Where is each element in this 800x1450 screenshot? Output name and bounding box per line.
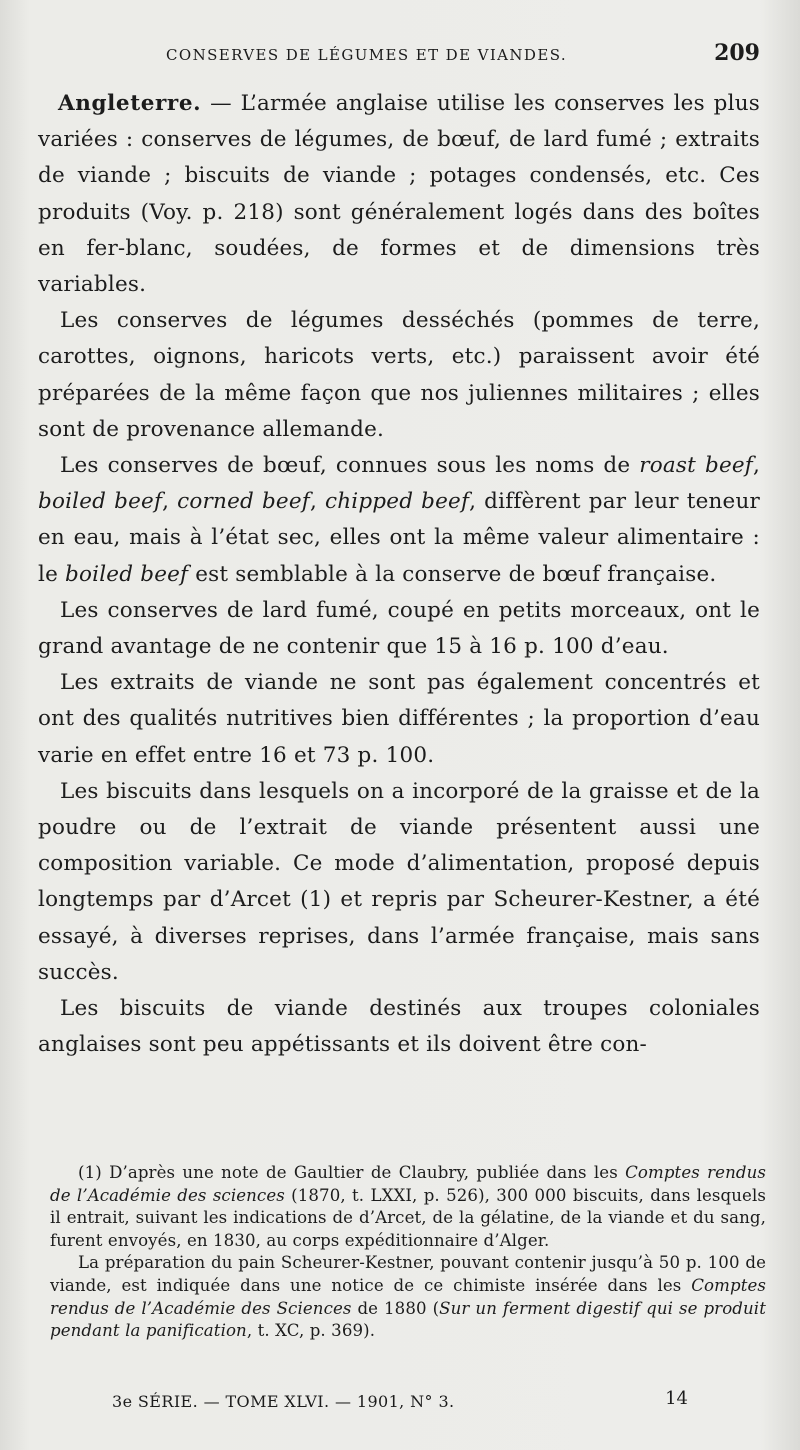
paragraph-legumes: Les conserves de légumes desséchés (pommes de terre, carottes, oignons, haricots verts, etc.) paraissent avoir été préparées de la même façon que nos juliennes militaires ; elles sont de provenance allemande.	[38, 308, 760, 442]
footnote-2	[50, 1252, 766, 1342]
running-title: CONSERVES DE LÉGUMES ET DE VIANDES.	[166, 46, 568, 64]
footnotes	[50, 1162, 766, 1343]
separator: ,	[752, 453, 761, 479]
article-title: Sur un ferment digestif qui se produit pendant la panification	[50, 1298, 766, 1341]
paragraph-text: — L’armée anglaise utilise les conserves les plus variées : conserves de légumes, de bœuf, de lard fumé ; extraits de viande ; biscuits de viande ; potages condensés, etc. Ces produits (Voy. p. 218) sont généralement logés dans des boîtes en fer-blanc, soudées, de formes et de dimensions très variables.	[38, 91, 760, 298]
main-text	[38, 86, 760, 1063]
journal-title: Comptes rendus de l’Académie des sciences	[50, 1163, 766, 1205]
series-info: 3e SÉRIE. — TOME XLVI. — 1901, N° 3.	[112, 1392, 455, 1411]
separator: ,	[309, 489, 325, 515]
paragraph-lard: Les conserves de lard fumé, coupé en petits morceaux, ont le grand avantage de ne contenir que 15 à 16 p. 100 d’eau.	[38, 597, 760, 660]
paragraph-boeuf	[38, 448, 760, 593]
running-head	[38, 40, 760, 74]
term-chipped-beef: chipped beef	[324, 489, 470, 515]
footnote-text: (1) D’après une note de Gaultier de Claubry, publiée dans les	[78, 1163, 626, 1182]
term-boiled-beef: boiled beef	[38, 489, 163, 515]
paragraph-biscuits-viande: Les biscuits de viande destinés aux troupes coloniales anglaises sont peu appétissants et ils doivent être con-	[38, 996, 760, 1058]
footnote-text: (1870, t. LXXI, p. 526), 300 000 biscuits, dans lesquels il entrait, suivant les indications de d’Arcet, de la gélatine, de la viande et du sang, furent envoyés, en 1830, au corps expéditionnaire d’Alger.	[50, 1185, 766, 1250]
term-roast-beef: roast beef	[639, 453, 753, 479]
paragraph-angleterre	[38, 86, 760, 303]
term-corned-beef: corned beef	[177, 489, 310, 515]
term-boiled-beef-2: boiled beef	[65, 561, 189, 587]
sheet-number: 14	[665, 1388, 688, 1409]
paragraph-text: Les conserves de bœuf, connues sous les noms de	[60, 453, 640, 479]
footnote-text: La préparation du pain Scheurer-Kestner, pouvant contenir jusqu’à 50 p. 100 de viande, est indiquée dans une notice de ce chimiste insérée dans les	[50, 1253, 766, 1295]
separator: ,	[162, 489, 178, 515]
page-number: 209	[714, 40, 760, 66]
footnote-text: , t. XC, p. 369).	[246, 1321, 376, 1341]
section-lead: Angleterre.	[58, 91, 202, 116]
paragraph-text: , diffèrent par leur teneur en eau, mais à l’état sec, elles ont la même valeur alimentaire : le	[38, 489, 760, 587]
footnote-text: de 1880 (	[351, 1298, 440, 1318]
paragraph-extraits: Les extraits de viande ne sont pas également concentrés et ont des qualités nutritives bien différentes ; la proportion d’eau varie en effet entre 16 et 73 p. 100.	[38, 670, 760, 768]
paragraph-biscuits: Les biscuits dans lesquels on a incorporé de la graisse et de la poudre ou de l’extrait de viande présentent aussi une composition variable. Ce mode d’alimentation, proposé depuis longtemps par d’Arcet (1) et repris par Scheurer-Kestner, a été essayé, à diverses reprises, dans l’armée française, mais sans succès.	[38, 778, 760, 985]
footnote-1	[50, 1162, 766, 1252]
journal-title: Comptes rendus de l’Académie des Sciences	[50, 1275, 766, 1318]
signature-line	[112, 1388, 688, 1418]
paragraph-text: est semblable à la conserve de bœuf française.	[188, 561, 717, 587]
